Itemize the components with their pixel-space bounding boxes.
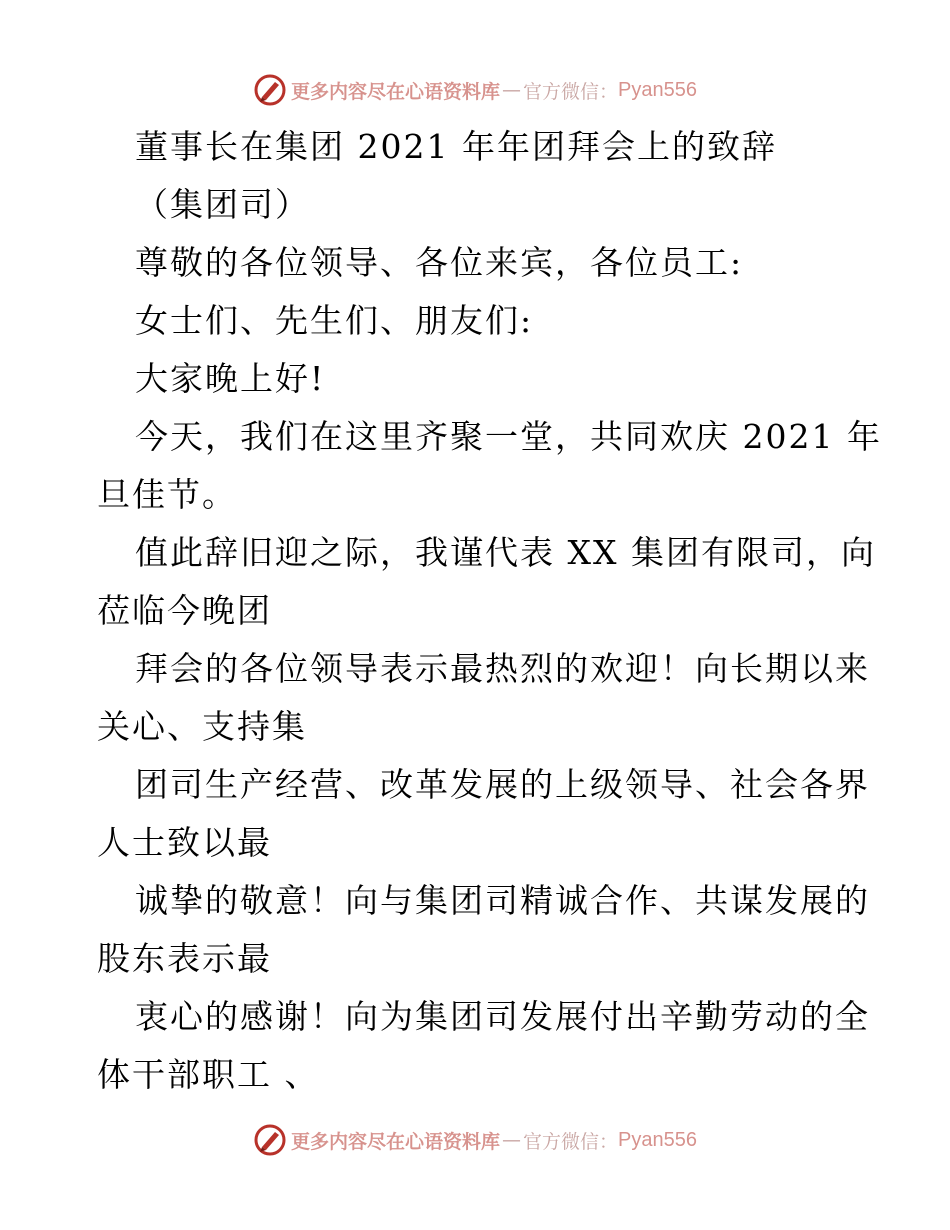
- paragraph-line: 莅临今晚团: [97, 591, 272, 630]
- paragraph-line: 股东表示最: [97, 939, 272, 978]
- document-subtitle: （集团司）: [135, 185, 310, 224]
- banner-dash: —: [502, 1129, 522, 1151]
- paragraph-line: 值此辞旧迎之际，我谨代表 XX 集团有限司，向: [135, 533, 876, 572]
- paragraph-line: 拜会的各位领导表示最热烈的欢迎！向长期以来: [135, 649, 870, 688]
- paragraph-line: 今天，我们在这里齐聚一堂，共同欢庆 2021 年: [135, 417, 882, 456]
- paragraph-line: 体干部职工 、: [97, 1055, 320, 1094]
- salutation-line: 女士们、先生们、朋友们:: [135, 301, 534, 340]
- header-banner: [0, 70, 950, 110]
- footer-banner: [0, 1120, 950, 1160]
- paragraph-line: 人士致以最: [97, 823, 272, 862]
- paragraph-line: 旦佳节。: [97, 475, 237, 514]
- salutation-line: 尊敬的各位领导、各位来宾，各位员工:: [135, 243, 744, 282]
- paragraph-line: 关心、支持集: [97, 707, 307, 746]
- pen-logo-icon: [253, 73, 287, 107]
- banner-official-label: 官方微信：: [523, 1130, 619, 1153]
- document-body: [97, 118, 882, 1104]
- paragraph-line: 团司生产经营、改革发展的上级领导、社会各界: [135, 765, 870, 804]
- document-title: 董事长在集团 2021 年年团拜会上的致辞: [135, 127, 777, 166]
- greeting-line: 大家晚上好!: [135, 359, 326, 398]
- banner-main-text: 更多内容尽在心语资料库: [291, 80, 501, 103]
- paragraph-line: 诚挚的敬意！向与集团司精诚合作、共谋发展的: [135, 881, 870, 920]
- paragraph-line: 衷心的感谢！向为集团司发展付出辛勤劳动的全: [135, 997, 870, 1036]
- pen-logo-icon: [253, 1123, 287, 1157]
- banner-wechat-id: Pyan556: [618, 1128, 697, 1151]
- banner-dash: —: [502, 79, 522, 101]
- banner-main-text: 更多内容尽在心语资料库: [291, 1130, 501, 1153]
- banner-official-label: 官方微信：: [523, 80, 619, 103]
- banner-wechat-id: Pyan556: [618, 78, 697, 101]
